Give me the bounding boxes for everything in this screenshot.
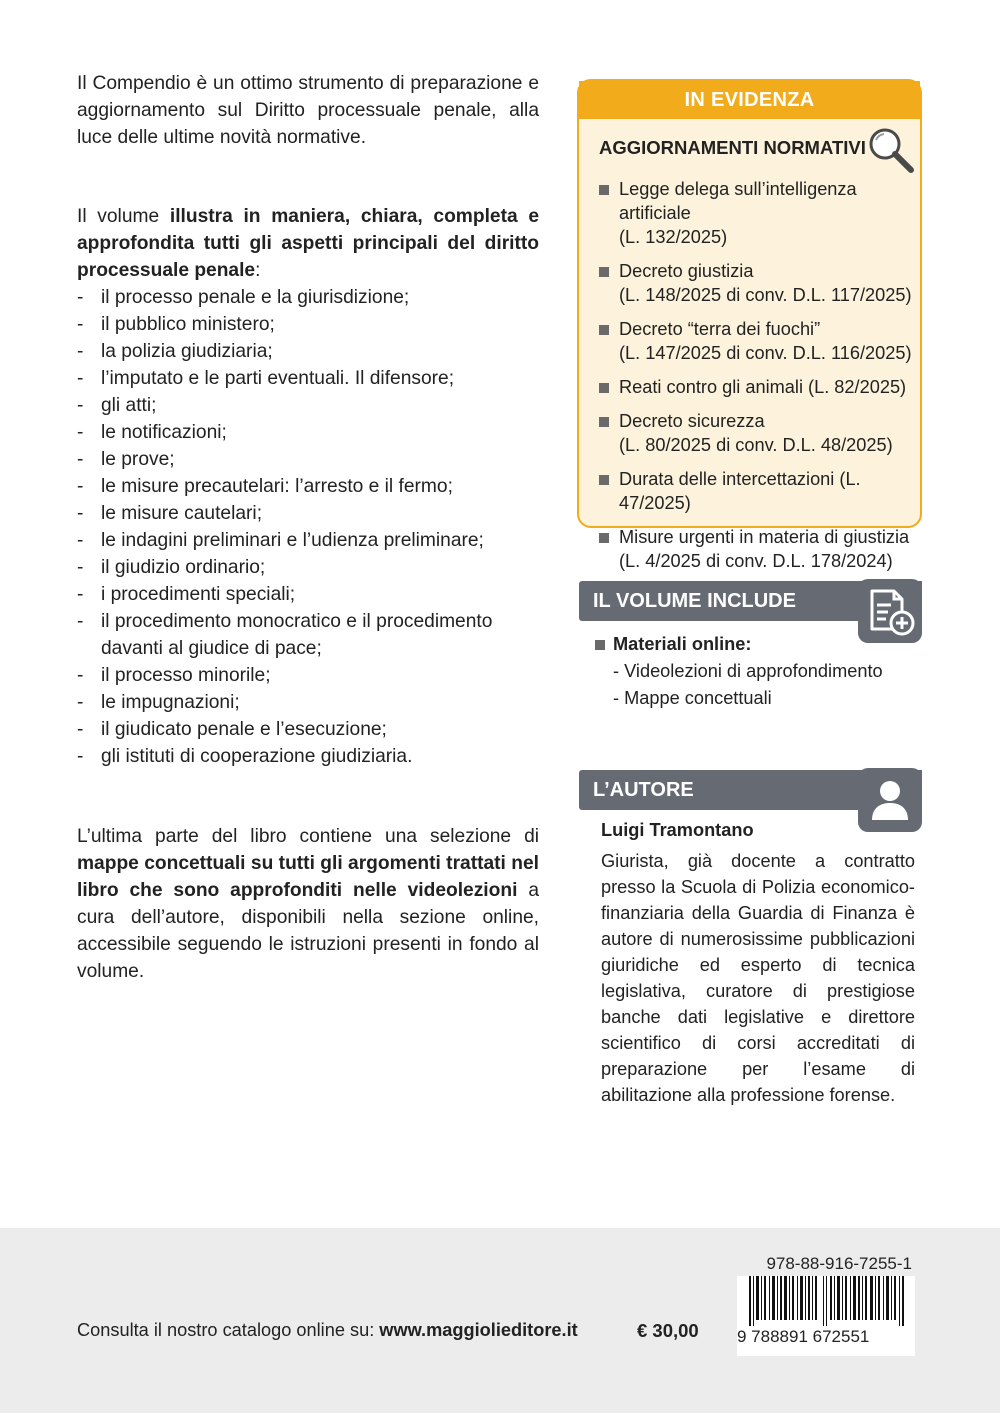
list-item: Reati contro gli animali (L. 82/2025) [599, 375, 919, 399]
list-item: - il processo minorile; [77, 665, 271, 686]
list-item: - le indagini preliminari e l’udienza preliminare; [77, 530, 484, 551]
evidenza-list [599, 177, 919, 583]
closing-pre: L’ultima parte del libro contiene una selezione di [77, 826, 539, 847]
person-icon [858, 768, 922, 832]
list-item: Durata delle intercettazioni (L. 47/2025) [599, 467, 919, 515]
list-item: - le misure precautelari: l’arresto e il fermo; [77, 476, 453, 497]
topics-list [77, 284, 539, 770]
list-item: - le prove; [77, 449, 175, 470]
list-item: - Mappe concettuali [613, 688, 772, 708]
magnifier-icon [866, 125, 916, 180]
author-bio: Giurista, già docente a contratto presso la Scuola di Polizia economico-finanziaria della Guardia di Finanza è autore di numerosissime pubblicazioni giuridiche ed esperto di tecnica legislativa, curatore di prestigiose banche dati legislative e direttore scientifico di corsi accreditati di preparazione per l’esame di abilitazione alla professione forense. [601, 851, 915, 1105]
illustra-pre: Il volume [77, 206, 170, 227]
closing-post: a cura dell’autore, disponibili nella sezione online, accessibile seguendo le istruzioni presenti in fondo al volume. [77, 880, 539, 982]
evidenza-box [577, 79, 922, 571]
list-item: - il pubblico ministero; [77, 314, 275, 335]
barcode-bars [737, 1276, 915, 1326]
list-item: Misure urgenti in materia di giustizia (L. 4/2025 di conv. D.L. 178/2024) [599, 525, 919, 573]
list-item: - il procedimento monocratico e il procedimento davanti al giudice di pace; [77, 611, 493, 659]
price: € 30,00 [637, 1320, 699, 1341]
list-item: - Videolezioni di approfondimento [613, 661, 883, 681]
intro-paragraph: Il Compendio è un ottimo strumento di preparazione e aggiornamento sul Diritto processuale penale, alla luce delle ultime novità normative. [77, 73, 539, 148]
evidenza-header: IN EVIDENZA [579, 81, 920, 119]
list-item: - gli atti; [77, 395, 157, 416]
list-item: - gli istituti di cooperazione giudiziaria. [77, 746, 413, 767]
author-name: Luigi Tramontano [601, 820, 754, 840]
illustra-bold: illustra in maniera, chiara, completa e approfondita tutti gli aspetti principali del diritto processuale penale [77, 206, 540, 281]
website-link[interactable]: www.maggiolieditore.it [379, 1320, 578, 1340]
illustra-paragraph [77, 203, 539, 284]
list-item: - le misure cautelari; [77, 503, 263, 524]
autore-header: L’AUTORE [579, 770, 922, 810]
list-item: Legge delega sull’intelligenza artificiale (L. 132/2025) [599, 177, 919, 249]
list-item: - il giudicato penale e l’esecuzione; [77, 719, 387, 740]
isbn: 978-88-916-7255-1 [766, 1254, 912, 1273]
list-item: - le notificazioni; [77, 422, 227, 443]
list-item: Decreto “terra dei fuochi” (L. 147/2025 di conv. D.L. 116/2025) [599, 317, 919, 365]
list-item: - il giudizio ordinario; [77, 557, 266, 578]
list-item: Decreto sicurezza (L. 80/2025 di conv. D.L. 48/2025) [599, 409, 919, 457]
closing-paragraph [77, 823, 539, 985]
list-item: - l’imputato e le parti eventuali. Il difensore; [77, 368, 455, 389]
list-item: - i procedimenti speciali; [77, 584, 296, 605]
catalog-line: Consulta il nostro catalogo online su: www.maggiolieditore.it [77, 1320, 578, 1340]
volume-list [595, 631, 925, 712]
list-item: - il processo penale e la giurisdizione; [77, 287, 410, 308]
barcode-digits: 9 788891 672551 [737, 1327, 870, 1346]
volume-header: IL VOLUME INCLUDE [579, 581, 922, 621]
list-item: Materiali online: [595, 631, 925, 658]
list-item: - la polizia giudiziaria; [77, 341, 273, 362]
list-item: - le impugnazioni; [77, 692, 240, 713]
illustra-post: : [255, 260, 261, 281]
evidenza-subtitle: AGGIORNAMENTI NORMATIVI [599, 137, 866, 158]
closing-bold: mappe concettuali su tutti gli argomenti trattati nel libro che sono approfonditi nelle videolezioni [77, 853, 539, 901]
list-item: Decreto giustizia (L. 148/2025 di conv. D.L. 117/2025) [599, 259, 919, 307]
description-column [77, 70, 539, 985]
